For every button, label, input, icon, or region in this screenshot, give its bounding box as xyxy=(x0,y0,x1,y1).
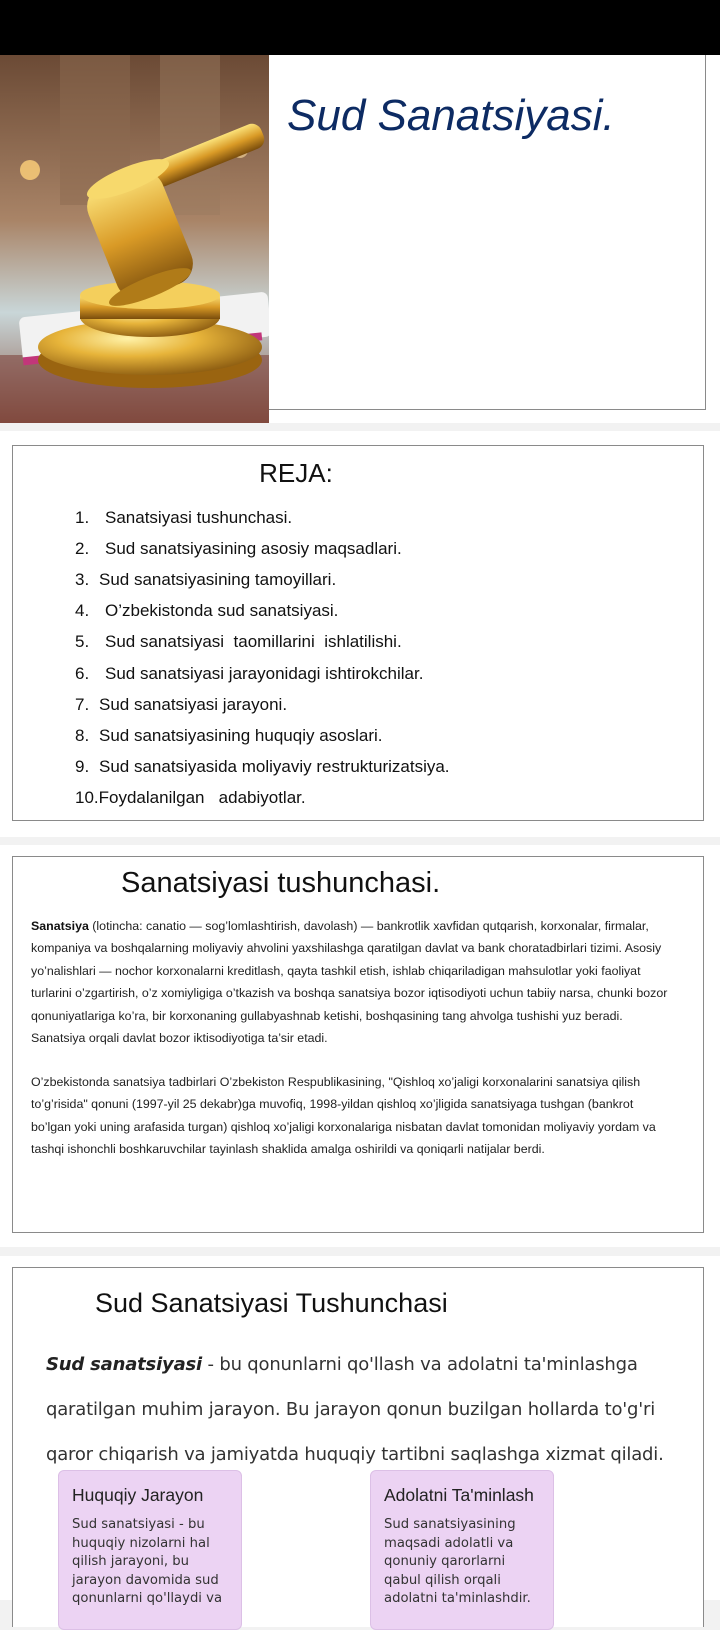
item-text: Sud sanatsiyasida moliyaviy restrukturizatsiya. xyxy=(99,757,450,777)
card-title: Adolatni Ta'minlash xyxy=(384,1485,534,1505)
item-number: 5. xyxy=(75,632,90,652)
term-sanatsiya: Sanatsiya xyxy=(31,919,89,933)
slide-title xyxy=(0,55,720,423)
paragraph-definition xyxy=(31,915,671,1049)
definition-text: (lotincha: canatio — sog’lomlashtirish, davolash) — bankrotlik xavfidan qutqarish, korxonalar, firmalar, kompaniya va boshqalarning moliyaviy ahvolini yaxshilashga qaratilgan davlat va bank choratadbirlari tizimi. Asosiy yo’nalishlari — nochor korxonalarni kreditlash, qayta tashkil etish, ishlab chiqariladigan mahsulotlar yoki faoliyat turlarini o’zgartirish, o’z xomiyligiga o’tkazish va boshqa sanatsiya bozor iqtisodiyoti uchun tabiiy narsa, chunki bozor qonuniyatlariga ko’ra, bir korxonaning gullabyashnab ketishi, boshqasining tang ahvolga tushishi yuz beradi. Sanatsiya orqali davlat bozor iktisodiyotiga ta’sir etadi. xyxy=(31,919,668,1046)
item-text: Foydalanilgan adabiyotlar. xyxy=(98,788,306,808)
section-heading: Sud Sanatsiyasi Tushunchasi xyxy=(95,1288,448,1318)
term-sud-sanatsiyasi: Sud sanatsiyasi xyxy=(46,1354,203,1375)
gavel-image xyxy=(0,55,269,423)
list-item xyxy=(75,689,450,720)
item-text: Sud sanatsiyasining tamoyillari. xyxy=(99,569,337,589)
reja-frame xyxy=(12,445,704,821)
card-title: Huquqiy Jarayon xyxy=(72,1485,204,1505)
sud-frame xyxy=(12,1267,704,1627)
item-number: 4. xyxy=(75,601,90,621)
list-item xyxy=(75,533,450,564)
section-heading: Sanatsiyasi tushunchasi. xyxy=(121,867,441,899)
top-black-bar xyxy=(0,0,720,55)
list-item xyxy=(75,720,450,751)
card-text: Sud sanatsiyasi - bu huquqiy nizolarni hal qilish jarayoni, bu jarayon davomida sud qonunlarni qo'llaydi va xyxy=(72,1517,223,1606)
item-number: 1. xyxy=(75,507,90,527)
item-text: Sud sanatsiyasining asosiy maqsadlari. xyxy=(105,538,402,558)
item-text: Sanatsiyasi tushunchasi. xyxy=(105,507,293,527)
list-item xyxy=(75,564,450,595)
item-number: 10. xyxy=(75,788,99,808)
definition-frame xyxy=(12,856,704,1233)
item-number: 8. xyxy=(75,725,90,745)
list-item xyxy=(75,658,450,689)
title-box xyxy=(269,55,706,410)
intro-paragraph xyxy=(46,1342,686,1477)
list-item xyxy=(75,752,450,783)
slide-reja xyxy=(0,431,720,837)
card-huquqiy-jarayon xyxy=(58,1470,242,1630)
intro-text: - bu qonunlarni qo'llash va adolatni ta'minlashga qaratilgan muhim jarayon. Bu jarayon qonun buzilgan hollarda to'g'ri qaror chiqarish va jamiyatda huquqiy tartibni saqlashga xizmat qiladi. xyxy=(46,1354,664,1465)
slide-sanatsiya-definition xyxy=(0,845,720,1247)
card-text: Sud sanatsiyasining maqsadi adolatli va qonuniy qarorlarni qabul qilish orqali adolatni ta'minlashdir. xyxy=(384,1517,531,1606)
slide-sud-sanatsiyasi xyxy=(0,1256,720,1606)
item-number: 2. xyxy=(75,538,90,558)
item-text: Sud sanatsiyasi jarayonidagi ishtirokchilar. xyxy=(105,663,424,683)
item-number: 7. xyxy=(75,694,90,714)
item-text: Sud sanatsiyasining huquqiy asoslari. xyxy=(99,725,383,745)
list-item xyxy=(75,502,450,533)
reja-list xyxy=(75,502,450,814)
item-text: Sud sanatsiyasi jarayoni. xyxy=(99,694,288,714)
list-item xyxy=(75,783,450,814)
item-number: 9. xyxy=(75,757,90,777)
item-text: Sud sanatsiyasi taomillarini ishlatilishi. xyxy=(105,632,402,652)
item-number: 3. xyxy=(75,569,90,589)
list-item xyxy=(75,596,450,627)
item-number: 6. xyxy=(75,663,90,683)
card-adolatni-taminlash xyxy=(370,1470,554,1630)
paragraph-uzbekistan: O’zbekistonda sanatsiya tadbirlari O’zbekiston Respublikasining, "Qishloq xo’jaligi korxonalarini sanatsiya qilish to’g’risida" qonuni (1997-yil 25 dekabr)ga muvofiq, 1998-yildan qishloq xo’jligida sanatsiyaga tushgan (bankrot bo’lgan yoki uning arafasida turgan) qishloq xo’jaligi korxonalariga nisbatan davlat tomonidan moliyaviy yordam va tashqi ishonchli boshkaruvchilar tayinlash shaklida amalga oshirildi va qoniqarli natijalar berdi. xyxy=(31,1075,656,1157)
item-text: O’zbekistonda sud sanatsiyasi. xyxy=(105,601,339,621)
reja-heading: REJA: xyxy=(259,458,333,488)
page-title: Sud Sanatsiyasi. xyxy=(287,91,615,140)
list-item xyxy=(75,627,450,658)
